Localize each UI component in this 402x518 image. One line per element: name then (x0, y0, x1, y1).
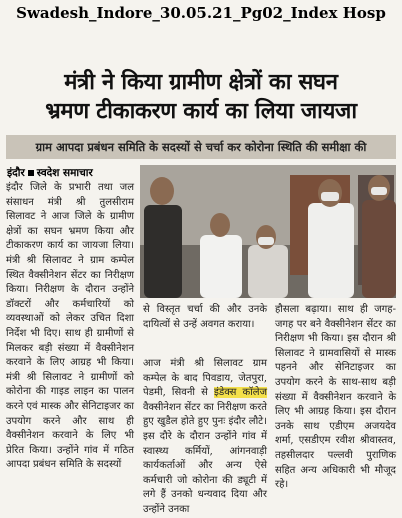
photo-mask-5 (371, 187, 387, 195)
article-column-2 (143, 357, 267, 518)
subheadline: ग्राम आपदा प्रबंधन समिति के सदस्यों से चर्चा कर कोरोना स्थिति की समीक्षा की (6, 135, 396, 159)
byline-source: स्वदेश समाचार (36, 167, 93, 179)
photo-person-4 (308, 203, 354, 298)
photo-person-5 (362, 200, 396, 298)
photo-person-3 (248, 245, 288, 298)
photo-person-2 (200, 235, 242, 298)
article-column-2-top: से विस्तृत चर्चा की और उनके दायित्वों से उन्हें अवगत कराया। (143, 304, 267, 330)
photo-head-1 (150, 177, 174, 205)
column-2-text-b: वैक्सीनेशन सेंटर का निरीक्षण करते हुए खुडैल होते हुए पुनः इंदौर लौटे। इस दौरे के दौरान उन्होंने गांव में स्वास्थ्य कर्मियों, आंगनवाड़ी कार्यकर्ताओं और अन्य ऐसे कर्मचारी जो कोरोना की ड्यूटी में लगे हैं उनको धन्यवाद दिया और उन्होंने उनका (143, 401, 267, 515)
headline-line-1: मंत्री ने किया ग्रामीण क्षेत्रों का सघन (64, 70, 338, 95)
column-2-text-a: आज मंत्री श्री सिलावट ग्राम कम्पेल के बाद पिवडाय, जेतपुरा, पेडमी, सिवनी से (143, 358, 267, 399)
photo-head-2 (210, 213, 230, 237)
byline (7, 166, 137, 180)
article-column-3: हौसला बढ़ाया। साथ ही जगह-जगह पर बने वैक्सीनेशन सेंटर का निरीक्षण भी किया। इस दौरान श्री सिलावट ने ग्रामवासियों से मास्क पहनने और सेनिटाइजर का उपयोग करने के साथ-साथ बड़ी संख्या में वैक्सीनेशन करवाने के लिए भी आग्रह किया। इस दौरान उनके साथ एडीएम अजयदेव शर्मा, एसडीएम रवीश श्रीवास्तव, तहसीलदार पल्लवी पुराणिक सहित अन्य अधिकारी भी मौजूद रहे। (275, 304, 396, 491)
news-photo (140, 165, 396, 298)
photo-mask-3 (258, 237, 274, 245)
byline-location: इंदौर (7, 167, 25, 179)
highlighted-text: इंडेक्स कॉलेज (213, 387, 267, 399)
headline-line-2: भ्रमण टीकाकरण कार्य का लिया जायजा (45, 99, 357, 124)
photo-mask-4 (321, 192, 339, 201)
clip-label: Swadesh_Indore_30.05.21_Pg02_Index Hosp (16, 4, 386, 22)
headline (8, 68, 394, 126)
photo-person-1 (144, 205, 182, 298)
bullet-icon (28, 170, 34, 176)
article-column-1: इंदौर जिले के प्रभारी तथा जल संसाधन मंत्री श्री तुलसीराम सिलावट ने आज जिले के ग्रामीण क्षेत्रों का सघन भ्रमण किया और टीकाकरण कार्य का जायजा लिया। मंत्री श्री सिलावट ने ग्राम कम्पेल स्थित वैक्सीनेशन सेंटर का निरीक्षण किया। निरीक्षण के दौरान उन्होंने डॉक्टरों और कर्मचारियों को व्यवस्थाओं को लेकर उचित दिशा निर्देश भी दिए। साथ ही ग्रामीणों से मिलकर बड़ी संख्या में वैक्सीनेशन करवाने के लिए आग्रह भी किया। मंत्री श्री सिलावट ने ग्रामीणों को कोरोना की गाइड लाइन का पालन करने एवं मास्क और सेनिटाइजर का उपयोग करने और साथ ही वैक्सीनेशन करवाने के लिए भी प्रेरित किया। उन्होंने गांव में गठित आपदा प्रबंधन समिति के सदस्यों (6, 182, 134, 471)
